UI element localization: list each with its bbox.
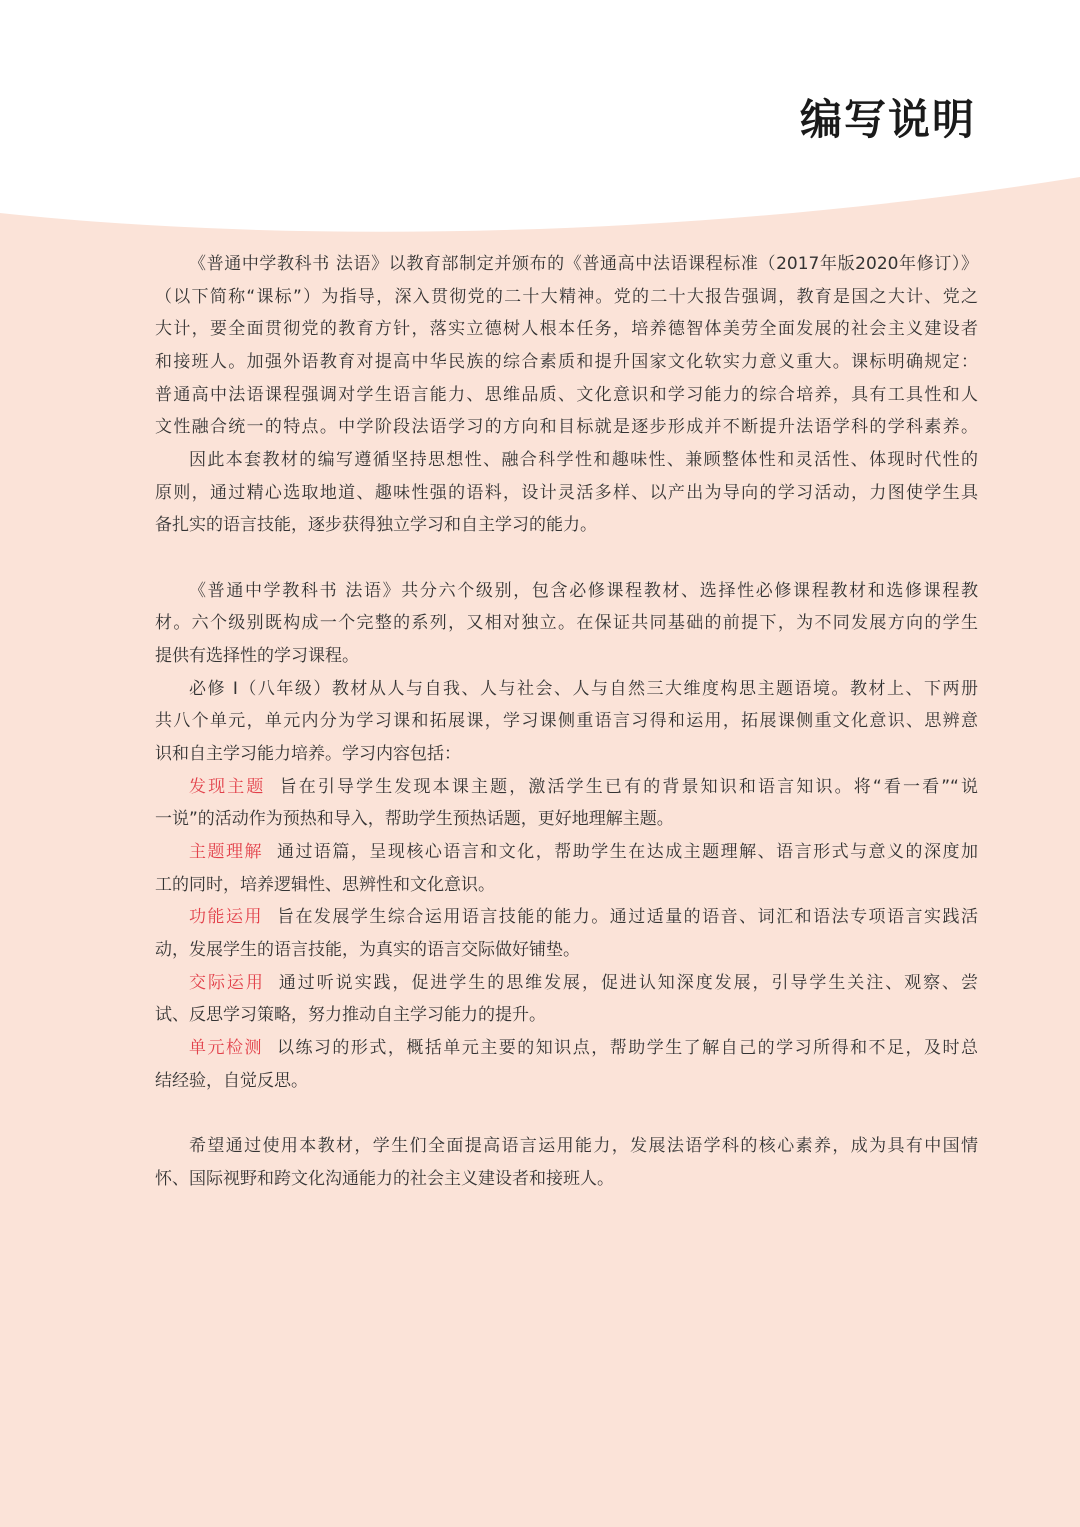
section-label: 单元检测 <box>189 1038 263 1058</box>
section-discover-cont: 一说”的活动作为预热和导入，帮助学生预热话题，更好地理解主题。 <box>155 809 674 829</box>
section-communication <box>155 967 978 999</box>
intro-line: 大计，要全面贯彻党的教育方针，落实立德树人根本任务，培养德智体美劳全面发展的社会主义建设者 <box>155 319 978 339</box>
section-text: 以练习的形式，概括单元主要的知识点，帮助学生了解自己的学习所得和不足，及时总 <box>276 1038 978 1058</box>
principles-line: 原则，通过精心选取地道、趣味性强的语料，设计灵活多样、以产出为导向的学习活动，力图使学生具 <box>155 483 978 503</box>
intro-line: 和接班人。加强外语教育对提高中华民族的综合素质和提升国家文化软实力意义重大。课标明确规定： <box>155 352 978 372</box>
section-label: 功能运用 <box>189 907 263 927</box>
section-text: 通过听说实践，促进学生的思维发展，促进认知深度发展，引导学生关注、观察、尝 <box>278 973 978 993</box>
section-function <box>155 901 978 933</box>
intro-line: 《普通中学教科书 法语》以教育部制定并颁布的《普通高中法语课程标准（2017年版2020年修订）》 <box>189 254 978 274</box>
principles-line: 备扎实的语言技能，逐步获得独立学习和自主学习的能力。 <box>155 515 597 535</box>
page-title: 编写说明 <box>799 95 976 144</box>
section-communication-cont: 试、反思学习策略，努力推动自主学习能力的提升。 <box>155 1005 546 1025</box>
section-unit-test <box>155 1032 978 1064</box>
structure-line: 提供有选择性的学习课程。 <box>155 646 359 666</box>
section-discover <box>155 771 978 803</box>
closing-line: 怀、国际视野和跨文化沟通能力的社会主义建设者和接班人。 <box>155 1169 614 1189</box>
section-text: 通过语篇，呈现核心语言和文化，帮助学生在达成主题理解、语言形式与意义的深度加 <box>276 842 978 862</box>
intro-line: 文性融合统一的特点。中学阶段法语学习的方向和目标就是逐步形成并不断提升法语学科的学科素养。 <box>155 417 978 437</box>
section-label: 交际运用 <box>189 973 265 993</box>
section-function-cont: 动，发展学生的语言技能，为真实的语言交际做好铺垫。 <box>155 940 580 960</box>
level-line: 必修 I（八年级）教材从人与自我、人与社会、人与自然三大维度构思主题语境。教材上、下两册 <box>189 679 978 699</box>
section-understand <box>155 836 978 868</box>
closing-line: 希望通过使用本教材，学生们全面提高语言运用能力，发展法语学科的核心素养，成为具有中国情 <box>189 1136 978 1156</box>
principles-line: 因此本套教材的编写遵循坚持思想性、融合科学性和趣味性、兼顾整体性和灵活性、体现时代性的 <box>189 450 978 470</box>
intro-line: （以下简称“课标”）为指导，深入贯彻党的二十大精神。党的二十大报告强调，教育是国之大计、党之 <box>155 287 978 307</box>
structure-line: 《普通中学教科书 法语》共分六个级别，包含必修课程教材、选择性必修课程教材和选修课程教 <box>189 581 978 601</box>
intro-line: 普通高中法语课程强调对学生语言能力、思维品质、文化意识和学习能力的综合培养，具有工具性和人 <box>155 385 978 405</box>
section-unit-test-cont: 结经验，自觉反思。 <box>155 1071 308 1091</box>
section-text: 旨在发展学生综合运用语言技能的能力。通过适量的语音、词汇和语法专项语言实践活 <box>276 907 978 927</box>
level-line: 识和自主学习能力培养。学习内容包括： <box>155 744 461 764</box>
structure-line: 材。六个级别既构成一个完整的系列，又相对独立。在保证共同基础的前提下，为不同发展方向的学生 <box>155 613 978 633</box>
section-text: 旨在引导学生发现本课主题，激活学生已有的背景知识和语言知识。将“看一看”“说 <box>279 777 978 797</box>
level-line: 共八个单元，单元内分为学习课和拓展课，学习课侧重语言习得和运用，拓展课侧重文化意识、思辨意 <box>155 711 978 731</box>
section-label: 主题理解 <box>189 842 263 862</box>
section-label: 发现主题 <box>189 777 266 797</box>
section-understand-cont: 工的同时，培养逻辑性、思辨性和文化意识。 <box>155 875 495 895</box>
